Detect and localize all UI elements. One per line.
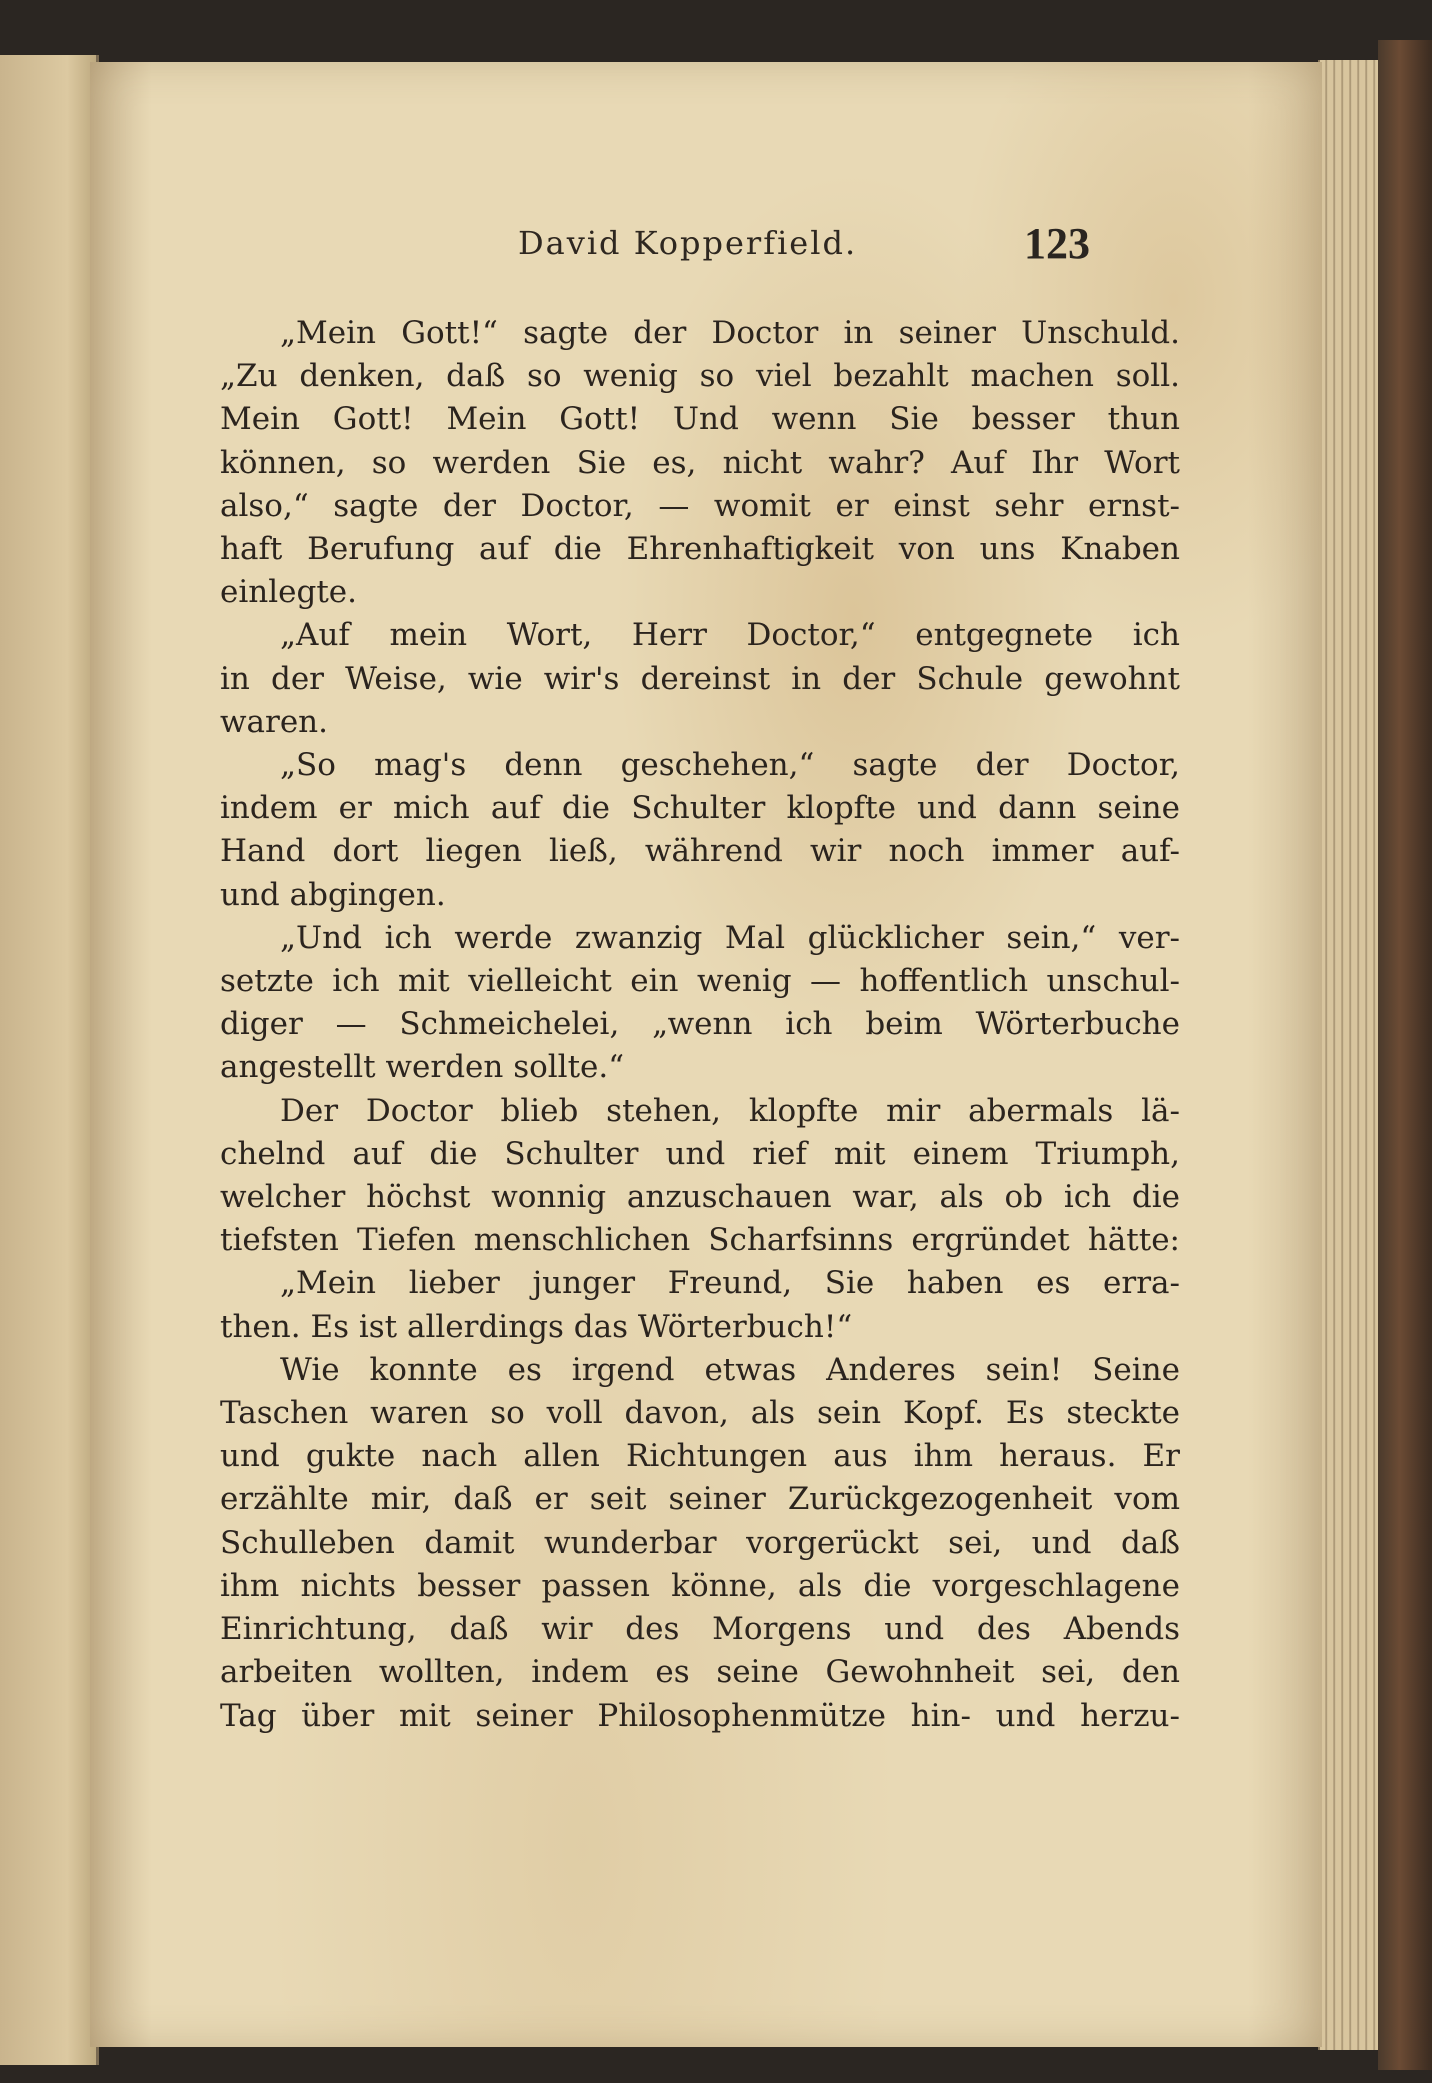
text-line: indem er mich auf die Schulter klopfte und dann seine xyxy=(220,790,1180,827)
text-line: setzte ich mit vielleicht ein wenig — hoffentlich unschul- xyxy=(220,963,1180,1000)
text-line: „Und ich werde zwanzig Mal glücklicher sein,“ ver- xyxy=(280,919,1180,956)
text-line: Schulleben damit wunderbar vorgerückt sei, und daß xyxy=(220,1524,1180,1561)
text-line: haft Berufung auf die Ehrenhaftigkeit von uns Knaben xyxy=(220,531,1180,568)
text-line: und gukte nach allen Richtungen aus ihm heraus. Er xyxy=(220,1438,1180,1475)
page-stack-edges xyxy=(1318,60,1380,2050)
text-line: und abgingen. xyxy=(220,876,446,913)
running-head: David Kopperfield. xyxy=(518,224,858,262)
text-line: Mein Gott! Mein Gott! Und wenn Sie besser thun xyxy=(220,401,1180,438)
book-page xyxy=(90,62,1322,2047)
text-line: Tag über mit seiner Philosophenmütze hin- und herzu- xyxy=(220,1697,1180,1734)
text-line: „Zu denken, daß so wenig so viel bezahlt machen soll. xyxy=(220,358,1180,395)
text-line: Wie konnte es irgend etwas Anderes sein! Seine xyxy=(280,1351,1180,1388)
text-line: angestellt werden sollte.“ xyxy=(220,1049,625,1086)
page-number: 123 xyxy=(1024,219,1090,268)
text-line: welcher höchst wonnig anzuschauen war, als ob ich die xyxy=(220,1179,1180,1216)
text-line: einlegte. xyxy=(220,574,357,611)
text-line: Der Doctor blieb stehen, klopfte mir abermals lä- xyxy=(280,1092,1180,1129)
text-line: ihm nichts besser passen könne, als die vorgeschlagene xyxy=(220,1567,1180,1604)
text-line: also,“ sagte der Doctor, — womit er einst sehr ernst- xyxy=(220,487,1180,524)
text-line: Einrichtung, daß wir des Morgens und des Abends xyxy=(220,1611,1180,1648)
text-line: arbeiten wollten, indem es seine Gewohnheit sei, den xyxy=(220,1654,1180,1691)
text-line: diger — Schmeichelei, „wenn ich beim Wörterbuche xyxy=(220,1006,1180,1043)
text-line: Taschen waren so voll davon, als sein Kopf. Es steckte xyxy=(220,1395,1180,1432)
text-line: können, so werden Sie es, nicht wahr? Auf Ihr Wort xyxy=(220,444,1180,481)
text-line: Hand dort liegen ließ, während wir noch immer auf- xyxy=(220,833,1180,870)
text-line: erzählte mir, daß er seit seiner Zurückgezogenheit vom xyxy=(220,1481,1180,1518)
text-line: „So mag's denn geschehen,“ sagte der Doctor, xyxy=(280,747,1180,784)
text-line: „Mein Gott!“ sagte der Doctor in seiner Unschuld. xyxy=(280,315,1180,351)
text-line: waren. xyxy=(220,703,329,740)
text-line: „Mein lieber junger Freund, Sie haben es erra- xyxy=(280,1265,1180,1302)
body-text xyxy=(220,312,1180,1738)
page-header xyxy=(90,219,1322,284)
text-line: then. Es ist allerdings das Wörterbuch!“ xyxy=(220,1308,853,1345)
text-line: tiefsten Tiefen menschlichen Scharfsinns ergründet hätte: xyxy=(220,1222,1180,1259)
text-line: in der Weise, wie wir's dereinst in der Schule gewohnt xyxy=(220,660,1180,697)
book-cover-edge xyxy=(1378,40,1432,2070)
left-page-edge xyxy=(0,55,99,2065)
text-line: „Auf mein Wort, Herr Doctor,“ entgegnete ich xyxy=(280,617,1180,654)
text-line: chelnd auf die Schulter und rief mit einem Triumph, xyxy=(220,1135,1180,1172)
